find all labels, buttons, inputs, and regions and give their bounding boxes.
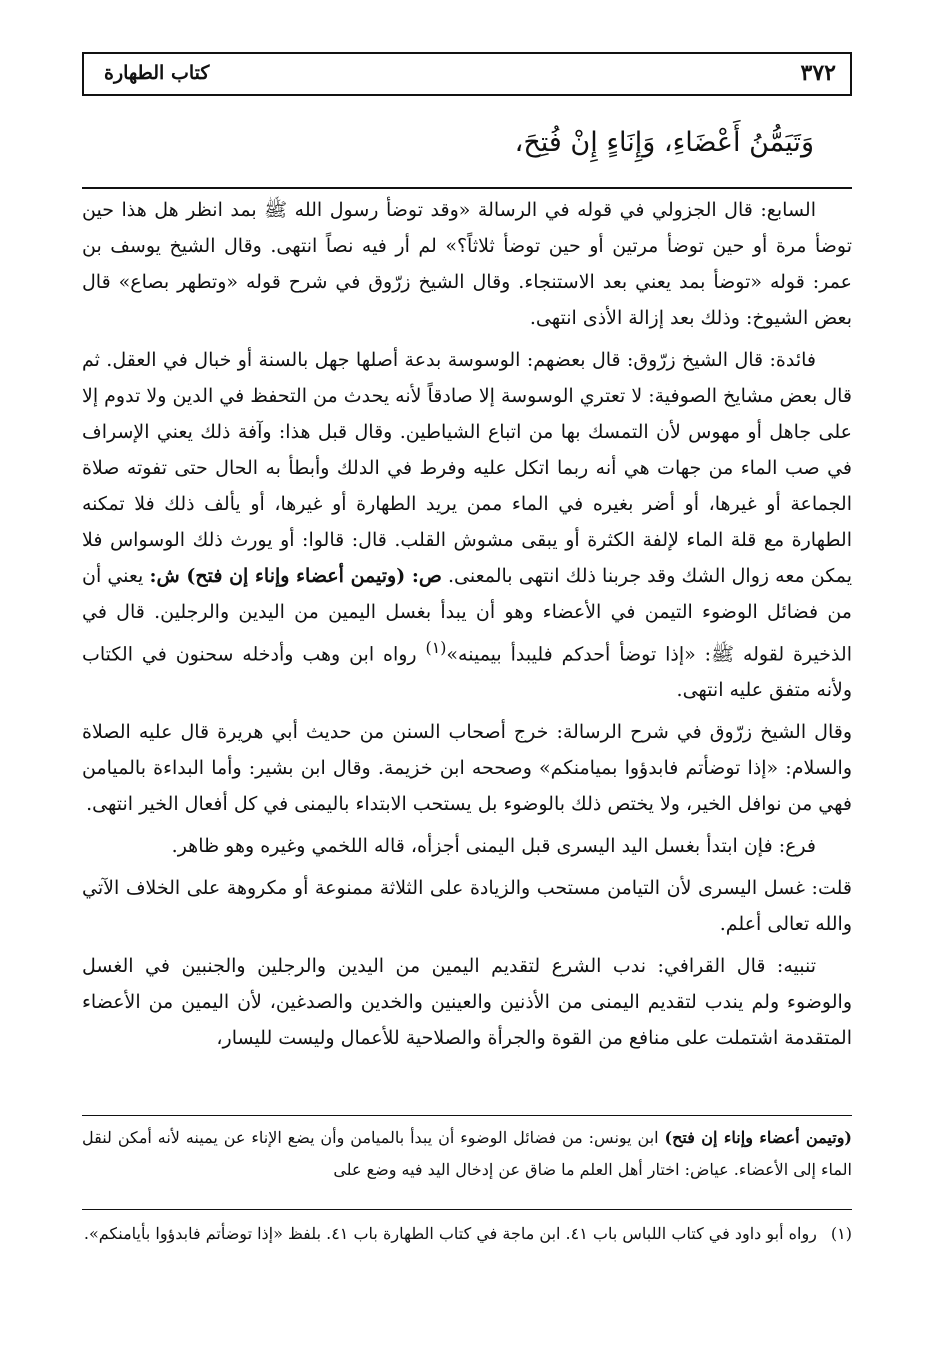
book-page <box>82 52 854 1342</box>
tayammun-text-end: رواه ابن وهب وأدخله سحنون في الكتاب ولأنه متفق عليه انتهى. <box>82 643 852 702</box>
paragraph-qultu: قلت: غسل اليسرى لأن التيامن مستحب والزيادة على الثلاثة ممنوعة أو مكروهة على الخلاف الآتي والله تعالى أعلم. <box>82 877 852 936</box>
matn-quote-heading: ص: (وتيمن أعضاء وإناء إن فتح) ش: <box>149 565 442 587</box>
matn-line: وَتَيَمُّنُ أَعْضَاءِ، وَإِنَاءٍ إِنْ فُتِحَ، <box>514 127 814 158</box>
running-title: كتاب الطهارة <box>104 62 210 84</box>
commentary-body <box>82 192 852 1062</box>
page-header <box>82 52 852 96</box>
footnote <box>82 1218 852 1250</box>
paragraph-sabi: السابع: قال الجزولي في قوله في الرسالة «وقد توضأ رسول الله ﷺ بمد انظر هل هذا حين توضأ مرة أو حين توضأ مرتين أو حين توضأ ثلاثاً؟» لم أر فيه نصاً انتهى. وقال الشيخ يوسف بن عمر: قوله «توضأ بمد يعني بعد الاستنجاء. وقال الشيخ زرّوق في شرح قوله «وتطهر بصاع» قال بعض الشيوخ: وذلك بعد إزالة الأذى انتهى. <box>82 199 852 329</box>
footnote-text: رواه أبو داود في كتاب اللباس باب ٤١. ابن ماجة في كتاب الطهارة باب ٤١. بلفظ «إذا توضأتم فابدؤوا بأيامنكم». <box>83 1224 817 1243</box>
tayammun-text: يعني أن من فضائل الوضوء التيمن في الأعضاء وهو أن يبدأ بغسل اليمين من اليدين والرجلين. قال في الذخيرة لقوله ﷺ: «إذا توضأ أحدكم فليبدأ بيمينه» <box>82 565 852 666</box>
marginal-text: ابن يونس: من فضائل الوضوء أن يبدأ بالميامن وأن يضع الإناء عن يمينه لأنه أمكن لنقل الماء إلى الأعضاء. عياض: اختار أهل العلم ما ضاق عن إدخال اليد فيه وضع على <box>82 1128 852 1179</box>
footnote-reference: (١) <box>425 638 447 657</box>
marginal-heading: (وتيمن أعضاء وإناء إن فتح) <box>664 1128 852 1147</box>
matn-divider <box>82 187 852 189</box>
footnote-divider <box>82 1209 852 1210</box>
footnote-marker: (١) <box>830 1224 852 1243</box>
commentary-divider <box>82 1115 852 1116</box>
paragraph-far: فرع: فإن ابتدأ بغسل اليد اليسرى قبل اليمنى أجزأه، قاله اللخمي وغيره وهو ظاهر. <box>171 835 816 858</box>
marginal-paragraph <box>82 1122 852 1186</box>
marginal-commentary <box>82 1122 852 1186</box>
paragraph-faida <box>82 342 852 708</box>
faida-text: فائدة: قال الشيخ زرّوق: قال بعضهم: الوسوسة بدعة أصلها جهل بالسنة أو خبال في العقل. ثم قال بعض مشايخ الصوفية: لا تعتري الوسوسة إلا صادقاً لأنه يحدث من التحفظ في الدين ولا تدوم إلا على جاهل أو مهوس لأن التمسك بها من اتباع الشياطين. وقال قبل هذا: وآفة ذلك يعني الإسراف في صب الماء من جهات هي أنه ربما اتكل عليه وفرط في الدلك وأبطأ به الحال حتى تفوته صلاة الجماعة أو غيرها، أو أضر بغيره في الماء ممن يريد الطهارة أو غيرها، أو يألف ذلك فلا تمكنه الطهارة مع قلة الماء لإلفة الكثرة أو يبقى مشوش القلب. قال: قالوا: أو يورث ذلك الوسواس فلا يمكن معه زوال الشك وقد جربنا ذلك انتهى بالمعنى. <box>82 349 852 587</box>
footnote-paragraph <box>82 1218 852 1250</box>
page-number: ٣٧٢ <box>800 60 836 86</box>
paragraph-zarruq: وقال الشيخ زرّوق في شرح الرسالة: خرج أصحاب السنن من حديث أبي هريرة قال عليه الصلاة والسلام: «إذا توضأتم فابدؤوا بميامنكم» وصححه ابن خزيمة. وقال ابن بشير: وأما البداءة بالميامن فهي من نوافل الخير، ولا يختص ذلك بالوضوء بل يستحب الابتداء باليمنى في كل أفعال الخير انتهى. <box>82 721 852 816</box>
paragraph-tanbih: تنبيه: قال القرافي: ندب الشرع لتقديم اليمين من اليدين والرجلين والجنبين في الغسل والوضوء ولم يندب لتقديم اليمنى من الأذنين والعينين والخدين والصدغين، لأن اليمين من الأعضاء المتقدمة اشتملت على منافع من القوة والجرأة والصلاحية للأعمال وليست لليسار، <box>82 955 852 1050</box>
